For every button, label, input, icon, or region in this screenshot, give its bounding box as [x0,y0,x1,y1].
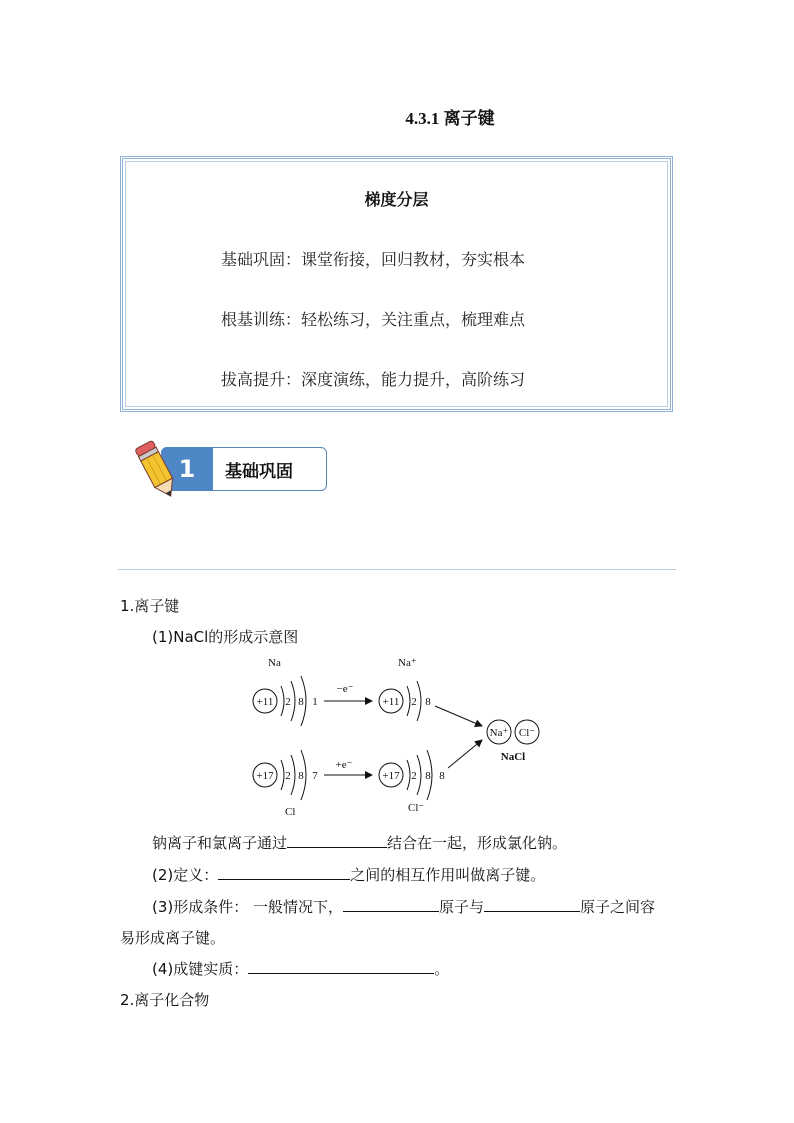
line2-text-after: 之间的相互作用叫做离子键。 [350,866,546,884]
cl-shell-1: 2 [285,770,291,782]
na-shell-2: 8 [298,696,304,708]
section-divider [118,569,676,570]
na-ion-label: Na⁺ [398,657,417,669]
answer-line-2 [152,864,545,885]
section-number: 1 [161,447,213,491]
tier-line-advanced: 拔高提升：深度演练，能力提升，高阶练习 [221,370,526,389]
tier-line-foundation: 根基训练：轻松练习，关注重点，梳理难点 [221,310,526,329]
gain-electron-label: +e⁻ [335,759,353,771]
answer-line-3-cont: 易形成离子键。 [120,929,226,947]
page-title: 4.3.1 离子键 [405,109,495,128]
tier-info-box [120,156,673,412]
na-shell-1: 2 [285,696,291,708]
na-ion-shell-2: 8 [425,696,431,708]
blank-1[interactable] [287,833,387,848]
cl-ion-shell-3: 8 [439,770,445,782]
blank-2[interactable] [218,865,350,880]
cl-atom-label: Cl [285,806,296,818]
line3-text-mid: 原子与 [439,898,485,916]
section-banner [133,437,333,503]
product-cl-label: Cl⁻ [518,727,536,739]
line4-text-before: (4)成键实质： [152,960,249,978]
question-1-heading: 1.离子键 [120,597,180,615]
line3-text-after: 原子之间容 [580,898,656,916]
line4-text-after: 。 [434,960,450,978]
product-nacl-label: NaCl [500,751,526,763]
blank-4[interactable] [484,897,580,912]
cl-shell-2: 8 [298,770,304,782]
answer-line-1 [152,832,567,853]
line2-text-before: (2)定义： [152,866,219,884]
line3-text-before: (3)形成条件： 一般情况下， [152,898,344,916]
lose-electron-label: −e⁻ [336,683,354,695]
nacl-formation-diagram [240,650,550,820]
blank-5[interactable] [248,959,434,974]
pencil-icon [133,437,183,503]
na-ion-shell-1: 2 [411,696,417,708]
answer-line-4 [152,958,449,979]
product-na-label: Na⁺ [489,727,509,739]
section-label: 基础巩固 [225,462,293,482]
answer-line-3 [152,896,655,917]
tier-heading: 梯度分层 [364,190,429,209]
na-shell-3: 1 [312,696,318,708]
cl-ion-shell-1: 2 [411,770,417,782]
cl-ion-shell-2: 8 [425,770,431,782]
question-2-heading: 2.离子化合物 [120,991,210,1009]
line1-text-after: 结合在一起，形成氯化钠。 [387,834,568,852]
na-nucleus-charge: +11 [256,696,274,708]
blank-3[interactable] [343,897,439,912]
na-atom-label: Na [268,657,281,669]
na-ion-nucleus-charge: +11 [382,696,400,708]
tier-line-basic: 基础巩固：课堂衔接，回归教材，夯实根本 [221,250,526,269]
line1-text-before: 钠离子和氯离子通过 [152,834,288,852]
question-1-sub1: (1)NaCl的形成示意图 [152,628,299,646]
cl-nucleus-charge: +17 [256,770,274,782]
cl-ion-label: Cl⁻ [408,802,425,814]
cl-shell-3: 7 [312,770,318,782]
cl-ion-nucleus-charge: +17 [382,770,400,782]
